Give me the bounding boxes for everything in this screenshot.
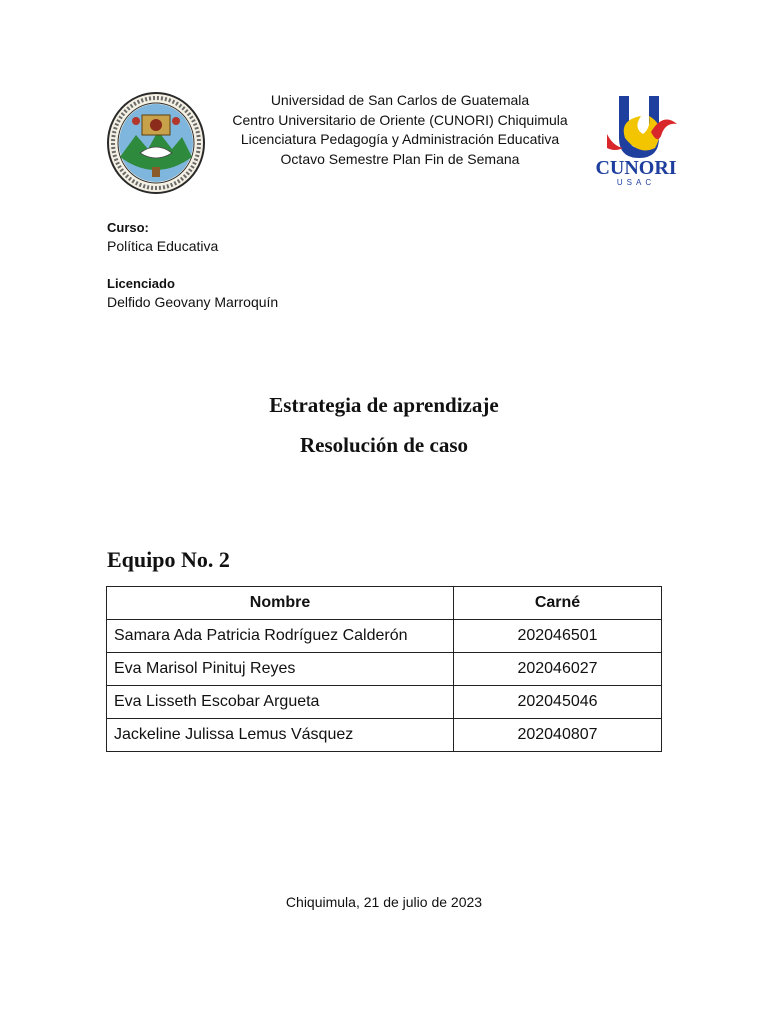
place-date: Chiquimula, 21 de julio de 2023 xyxy=(285,894,483,910)
member-name: Eva Lisseth Escobar Argueta xyxy=(107,686,454,719)
document-subtitle: Resolución de caso xyxy=(300,433,468,457)
header-center: Centro Universitario de Oriente (CUNORI) Chiquimula xyxy=(232,111,568,128)
member-name: Jackeline Julissa Lemus Vásquez xyxy=(107,719,454,752)
table-header-row xyxy=(107,587,662,620)
header-semester: Octavo Semestre Plan Fin de Semana xyxy=(280,150,520,167)
header-program: Licenciatura Pedagogía y Administración Educativa xyxy=(240,131,560,147)
member-carne: 202046027 xyxy=(454,653,662,686)
teacher-block xyxy=(107,275,278,311)
table-row xyxy=(107,719,662,752)
team-heading: Equipo No. 2 xyxy=(107,547,230,572)
institution-header xyxy=(200,91,600,169)
usac-seal-icon xyxy=(106,91,206,195)
column-header-carne: Carné xyxy=(454,587,662,620)
header-university: Universidad de San Carlos de Guatemala xyxy=(270,92,530,108)
course-value: Política Educativa xyxy=(107,238,219,254)
cunori-logo-text: CUNORI xyxy=(595,157,677,179)
course-block xyxy=(107,219,218,255)
team-table xyxy=(106,586,662,752)
teacher-value: Delfido Geovany Marroquín xyxy=(107,294,279,310)
member-carne: 202046501 xyxy=(454,620,662,653)
member-name: Samara Ada Patricia Rodríguez Calderón xyxy=(107,620,454,653)
member-carne: 202040807 xyxy=(454,719,662,752)
course-label: Curso: xyxy=(107,220,149,235)
usac-logo-subtext: USAC xyxy=(616,178,656,187)
column-header-name: Nombre xyxy=(107,587,454,620)
table-row xyxy=(107,620,662,653)
table-row xyxy=(107,686,662,719)
member-name: Eva Marisol Pinituj Reyes xyxy=(107,653,454,686)
table-row xyxy=(107,653,662,686)
cunori-logo-icon xyxy=(589,92,683,188)
document-title: Estrategia de aprendizaje xyxy=(269,393,499,417)
member-carne: 202045046 xyxy=(454,686,662,719)
teacher-label: Licenciado xyxy=(107,276,175,291)
